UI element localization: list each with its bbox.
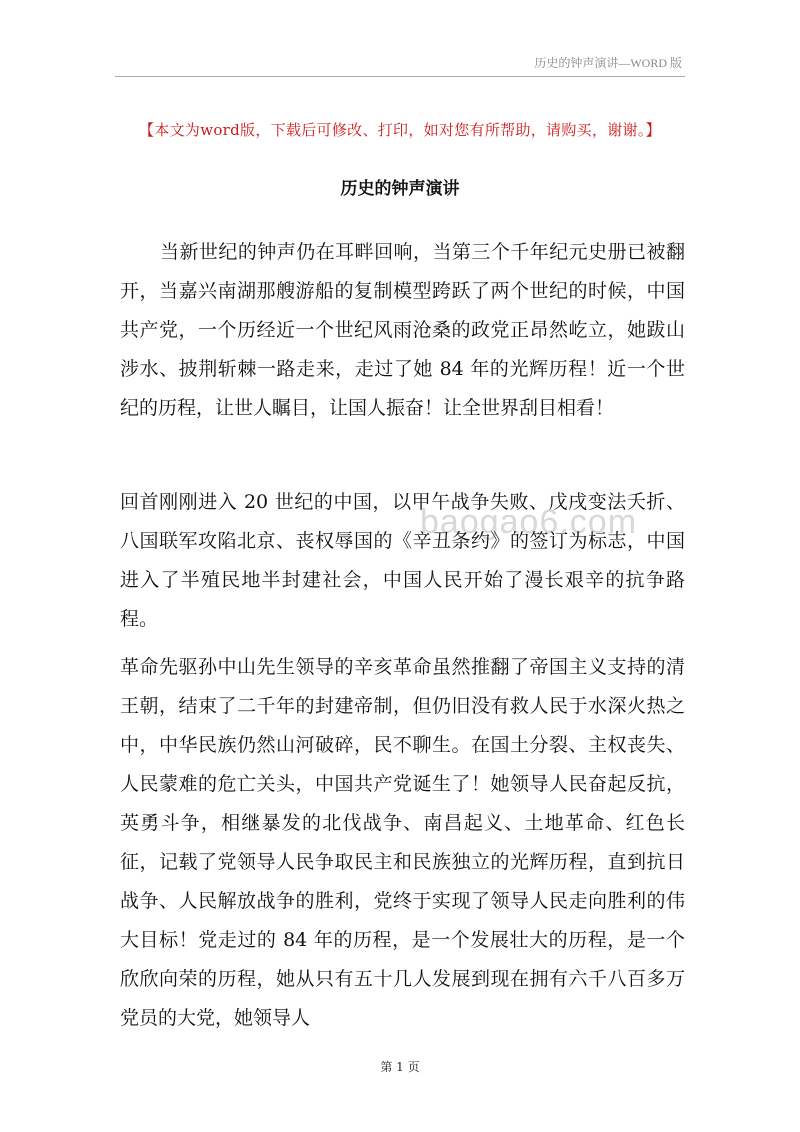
word-version-notice: 【本文为word版，下载后可修改、打印，如对您有所帮助，请购买，谢谢。】	[139, 121, 661, 139]
header-divider	[115, 76, 685, 77]
paragraph-1: 当新世纪的钟声仍在耳畔回响，当第三个千年纪元史册已被翻开，当嘉兴南湖那艘游船的复制模型跨跃了两个世纪的时候，中国共产党，一个历经近一个世纪风雨沧桑的政党正昂然屹立，她跋山涉水、披荆斩棘一路走来，走过了她 84 年的光辉历程！近一个世纪的历程，让世人瞩目，让国人振奋！让全世界刮目相看！	[120, 241, 685, 419]
paragraph-2: 回首刚刚进入 20 世纪的中国，以甲午战争失败、戊戌变法夭折、八国联军攻陷北京、丧权辱国的《辛丑条约》的签订为标志，中国进入了半殖民地半封建社会，中国人民开始了漫长艰辛的抗争路程。	[120, 491, 685, 630]
paragraph-3: 革命先驱孙中山先生领导的辛亥革命虽然推翻了帝国主义支持的清王朝，结束了二千年的封建帝制，但仍旧没有救人民于水深火热之中，中华民族仍然山河破碎，民不聊生。在国土分裂、主权丧失、人民蒙难的危亡关头，中国共产党诞生了！她领导人民奋起反抗，英勇斗争，相继暴发的北伐战争、南昌起义、土地革命、红色长征，记载了党领导人民争取民主和民族独立的光辉历程，直到抗日战争、人民解放战争的胜利，党终于实现了领导人民走向胜利的伟大目标！党走过的 84 年的历程，是一个发展壮大的历程，是一个欣欣向荣的历程，她从只有五十几人发展到现在拥有六千八百多万党员的大党，她领导人	[120, 656, 685, 1029]
watermark: baogao6.com	[420, 503, 638, 541]
document-title: 历史的钟声演讲	[340, 179, 460, 199]
header-text: 历史的钟声演讲—WORD 版	[534, 56, 682, 70]
page-number: 第 1 页	[380, 1060, 420, 1074]
